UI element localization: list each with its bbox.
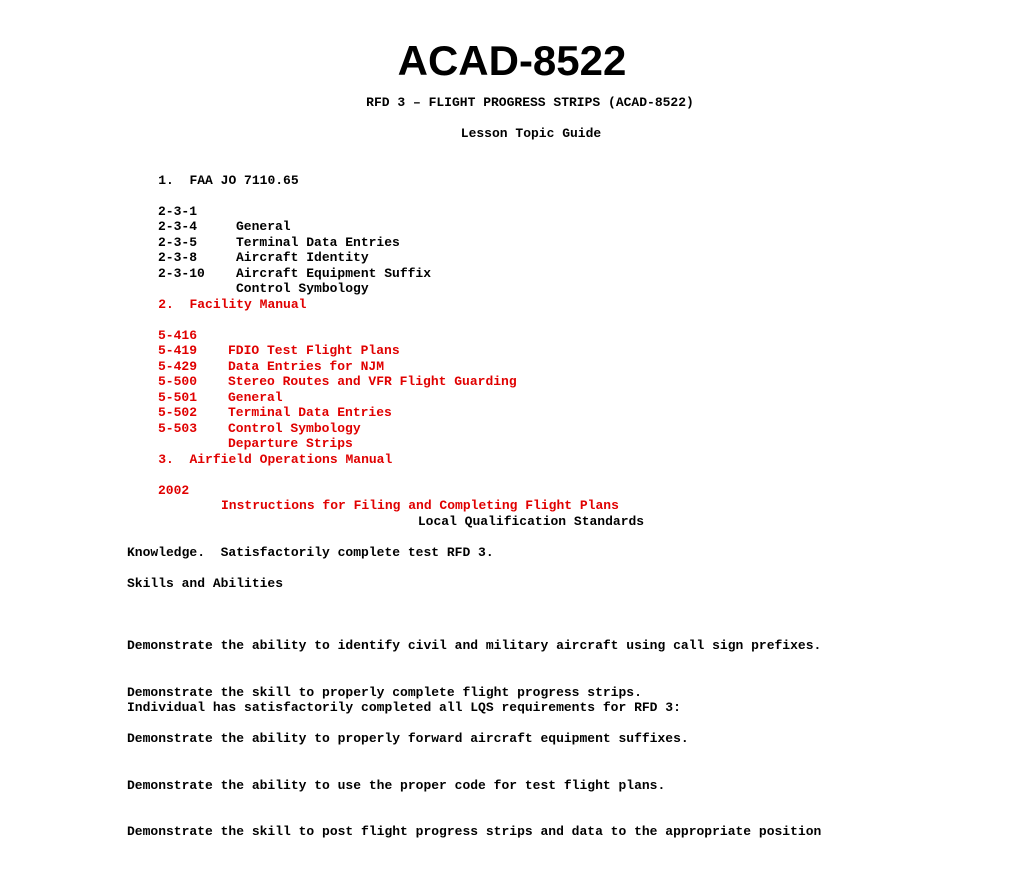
item-code: 2-3-4: [158, 219, 198, 234]
lqs-heading: Local Qualification Standards: [417, 514, 645, 529]
section-2-title: Facility Manual: [189, 296, 307, 312]
skills-list: [127, 607, 821, 871]
item-text: Terminal Data Entries: [228, 405, 392, 420]
section-1-title: FAA JO 7110.65: [189, 172, 299, 188]
item-code: 5-503: [158, 420, 198, 436]
item-code: 5-416: [158, 327, 198, 343]
skill-item: Demonstrate the skill to properly complete flight progress strips.: [127, 684, 642, 700]
item-text: General: [228, 389, 283, 405]
item-code: 5-419: [158, 343, 198, 358]
section-3-title: Airfield Operations Manual: [189, 451, 393, 467]
item-code: 5-429: [158, 358, 198, 374]
skills-heading: Skills and Abilities: [127, 576, 284, 591]
item-code: 2-3-5: [158, 234, 198, 250]
skill-item: Demonstrate the ability to use the proper code for test flight plans.: [127, 777, 666, 793]
skill-item: Demonstrate the skill to post flight progress strips and data to the appropriate position: [127, 824, 822, 839]
section-1-heading: [127, 157, 299, 204]
item-text: Control Symbology: [228, 420, 361, 436]
item-code: 5-501: [158, 389, 198, 405]
item-code: 2-3-1: [158, 203, 198, 219]
section-3-number: 3.: [158, 451, 174, 467]
section-2-heading: [127, 281, 306, 328]
lesson-topic-guide-heading: Lesson Topic Guide: [460, 126, 602, 141]
item-text: Control Symbology: [236, 281, 369, 296]
item-code: 5-502: [158, 405, 198, 420]
skill-item: Demonstrate the ability to identify civil and military aircraft using call sign prefixes.: [127, 638, 822, 653]
item-text: Departure Strips: [228, 436, 353, 451]
section-2-number: 2.: [158, 296, 174, 312]
section-1-number: 1.: [158, 172, 174, 188]
item-code: 5-500: [158, 374, 198, 389]
lqs-completion-statement: Individual has satisfactorily completed all LQS requirements for RFD 3:: [127, 700, 681, 715]
item-text: General: [236, 219, 291, 234]
item-code: 2002: [158, 482, 190, 498]
skill-item: Demonstrate the ability to properly forward aircraft equipment suffixes.: [127, 731, 689, 746]
item-text: Stereo Routes and VFR Flight Guarding: [228, 374, 517, 389]
document-title: ACAD-8522: [397, 37, 627, 84]
item-text: Data Entries for NJM: [228, 358, 385, 374]
lqs-knowledge: Knowledge. Satisfactorily complete test RFD 3.: [127, 545, 494, 560]
document-subtitle: RFD 3 – FLIGHT PROGRESS STRIPS (ACAD-8522): [366, 95, 694, 110]
item-text: Aircraft Equipment Suffix: [236, 265, 432, 281]
item-code: 2-3-10: [158, 265, 205, 281]
item-code: 2-3-8: [158, 250, 198, 265]
item-text: Terminal Data Entries: [236, 234, 400, 250]
item-text: FDIO Test Flight Plans: [228, 343, 400, 358]
item-text: Instructions for Filing and Completing Flight Plans: [221, 498, 619, 513]
item-text: Aircraft Identity: [236, 250, 369, 265]
